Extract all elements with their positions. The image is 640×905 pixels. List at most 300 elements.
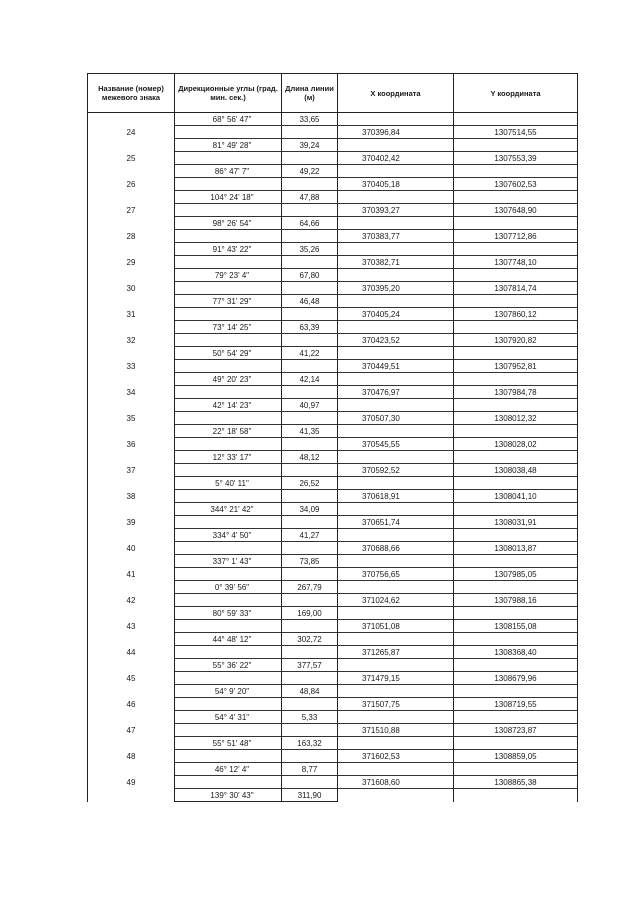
segment-row [88,347,578,360]
line-length-cell: 8,77 [282,763,338,776]
direction-angle-cell: 73° 14' 25" [175,321,282,334]
segment-row [88,555,578,568]
header-direction-angle: Дирекционные углы (град. мин. сек.) [175,74,282,113]
length-blank-cell [282,750,338,763]
point-name: 44 [88,646,175,659]
length-blank-cell [282,204,338,217]
point-name-cell [88,451,175,464]
length-blank-cell [282,412,338,425]
x-blank-cell [338,217,454,230]
x-coordinate-cell: 370592,52 [338,464,454,477]
point-row [88,542,578,555]
segment-row [88,217,578,230]
y-coordinate-cell: 1308865,38 [454,776,578,789]
x-coordinate-cell: 370396,84 [338,126,454,139]
x-coordinate-cell: 371608,60 [338,776,454,789]
line-length-cell: 42,14 [282,373,338,386]
segment-row [88,477,578,490]
length-blank-cell [282,620,338,633]
header-line-length: Длина линии (м) [282,74,338,113]
x-coordinate-cell: 370395,20 [338,282,454,295]
line-length-cell: 377,57 [282,659,338,672]
point-row [88,724,578,737]
point-row [88,516,578,529]
y-blank-cell [454,217,578,230]
y-blank-cell [454,477,578,490]
y-coordinate-cell: 1308012,32 [454,412,578,425]
length-blank-cell [282,178,338,191]
y-blank-cell [454,321,578,334]
direction-angle-cell: 5° 40' 11" [175,477,282,490]
direction-angle-cell: 98° 26' 54" [175,217,282,230]
point-name-cell [88,503,175,516]
angle-blank-cell [175,412,282,425]
segment-row [88,711,578,724]
point-name: 25 [88,152,175,165]
point-name-cell [88,529,175,542]
x-coordinate-cell: 370402,42 [338,152,454,165]
line-length-cell: 40,97 [282,399,338,412]
segment-row [88,269,578,282]
x-coordinate-cell: 370423,52 [338,334,454,347]
x-blank-cell [338,451,454,464]
line-length-cell: 302,72 [282,633,338,646]
x-blank-cell [338,321,454,334]
direction-angle-cell: 91° 43' 22" [175,243,282,256]
y-coordinate-cell: 1308368,40 [454,646,578,659]
y-coordinate-cell: 1308028,02 [454,438,578,451]
point-row [88,152,578,165]
segment-row [88,659,578,672]
y-blank-cell [454,295,578,308]
length-blank-cell [282,230,338,243]
direction-angle-cell: 22° 18' 58" [175,425,282,438]
length-blank-cell [282,672,338,685]
point-name: 27 [88,204,175,217]
line-length-cell: 41,27 [282,529,338,542]
line-length-cell: 26,52 [282,477,338,490]
point-name-cell [88,269,175,282]
x-coordinate-cell: 371507,75 [338,698,454,711]
point-row [88,360,578,373]
y-blank-cell [454,685,578,698]
point-name-cell [88,191,175,204]
segment-row [88,191,578,204]
point-row [88,412,578,425]
angle-blank-cell [175,152,282,165]
point-name-cell [88,243,175,256]
y-coordinate-cell: 1308155,08 [454,620,578,633]
direction-angle-cell: 81° 49' 28" [175,139,282,152]
x-coordinate-cell: 371602,53 [338,750,454,763]
length-blank-cell [282,438,338,451]
length-blank-cell [282,646,338,659]
x-coordinate-cell: 370618,91 [338,490,454,503]
y-coordinate-cell: 1308719,55 [454,698,578,711]
y-blank-cell [454,555,578,568]
y-coordinate-cell: 1307514,55 [454,126,578,139]
y-blank-cell [454,165,578,178]
x-blank-cell [338,295,454,308]
boundary-coordinates-table [87,73,578,802]
y-blank-cell [454,243,578,256]
x-blank-cell [338,243,454,256]
segment-row [88,165,578,178]
point-row [88,568,578,581]
x-blank-cell [338,373,454,386]
length-blank-cell [282,256,338,269]
y-blank-cell [454,737,578,750]
x-coordinate-cell: 370688,66 [338,542,454,555]
point-name-cell [88,581,175,594]
x-blank-cell [338,685,454,698]
point-name: 46 [88,698,175,711]
direction-angle-cell: 80° 59' 33" [175,607,282,620]
x-blank-cell [338,191,454,204]
point-name-cell [88,763,175,776]
point-name-cell [88,347,175,360]
point-name: 29 [88,256,175,269]
y-blank-cell [454,269,578,282]
angle-blank-cell [175,438,282,451]
angle-blank-cell [175,360,282,373]
line-length-cell: 46,48 [282,295,338,308]
x-blank-cell [338,633,454,646]
direction-angle-cell: 55° 51' 48" [175,737,282,750]
x-coordinate-cell: 371510,88 [338,724,454,737]
x-coordinate-cell: 370393,27 [338,204,454,217]
angle-blank-cell [175,646,282,659]
direction-angle-cell: 68° 56' 47" [175,113,282,126]
point-name-cell [88,607,175,620]
point-row [88,750,578,763]
point-row [88,594,578,607]
x-blank-cell [338,711,454,724]
y-blank-cell [454,633,578,646]
point-name: 37 [88,464,175,477]
header-x-coordinate: X координата [338,74,454,113]
point-name-cell [88,295,175,308]
point-name-cell [88,477,175,490]
direction-angle-cell: 50° 54' 29" [175,347,282,360]
point-name: 39 [88,516,175,529]
segment-row [88,607,578,620]
segment-row [88,295,578,308]
x-coordinate-cell: 370383,77 [338,230,454,243]
angle-blank-cell [175,776,282,789]
point-name: 42 [88,594,175,607]
angle-blank-cell [175,126,282,139]
header-y-coordinate: Y координата [454,74,578,113]
x-coordinate-cell: 371479,15 [338,672,454,685]
point-name: 38 [88,490,175,503]
point-row [88,334,578,347]
y-blank-cell [454,659,578,672]
point-row [88,620,578,633]
point-row [88,776,578,789]
y-blank-cell [454,451,578,464]
point-name-cell [88,659,175,672]
angle-blank-cell [175,568,282,581]
x-blank-cell [338,607,454,620]
x-coordinate-cell: 371024,62 [338,594,454,607]
segment-row [88,633,578,646]
length-blank-cell [282,152,338,165]
point-name-cell [88,373,175,386]
y-blank-cell [454,347,578,360]
y-coordinate-cell: 1308679,96 [454,672,578,685]
segment-row [88,243,578,256]
line-length-cell: 48,84 [282,685,338,698]
y-coordinate-cell: 1307814,74 [454,282,578,295]
length-blank-cell [282,308,338,321]
angle-blank-cell [175,490,282,503]
y-blank-cell [454,607,578,620]
line-length-cell: 35,26 [282,243,338,256]
angle-blank-cell [175,230,282,243]
y-blank-cell [454,191,578,204]
segment-row [88,139,578,152]
x-coordinate-cell: 370756,65 [338,568,454,581]
length-blank-cell [282,724,338,737]
length-blank-cell [282,126,338,139]
line-length-cell: 64,66 [282,217,338,230]
point-name-cell [88,113,175,126]
direction-angle-cell: 44° 48' 12" [175,633,282,646]
point-row [88,464,578,477]
x-blank-cell [338,269,454,282]
y-blank-cell [454,789,578,802]
point-name: 24 [88,126,175,139]
segment-row [88,113,578,126]
line-length-cell: 34,09 [282,503,338,516]
y-blank-cell [454,763,578,776]
y-blank-cell [454,711,578,724]
direction-angle-cell: 344° 21' 42" [175,503,282,516]
point-name: 40 [88,542,175,555]
line-length-cell: 41,35 [282,425,338,438]
header-point-name: Название (номер) межевого знака [88,74,175,113]
x-blank-cell [338,503,454,516]
point-name-cell [88,321,175,334]
segment-row [88,763,578,776]
point-name: 28 [88,230,175,243]
line-length-cell: 49,22 [282,165,338,178]
angle-blank-cell [175,672,282,685]
point-name-cell [88,555,175,568]
direction-angle-cell: 104° 24' 18" [175,191,282,204]
segment-row [88,503,578,516]
angle-blank-cell [175,386,282,399]
y-coordinate-cell: 1308041,10 [454,490,578,503]
y-coordinate-cell: 1308723,87 [454,724,578,737]
angle-blank-cell [175,204,282,217]
point-name: 32 [88,334,175,347]
direction-angle-cell: 12° 33' 17" [175,451,282,464]
segment-row [88,451,578,464]
angle-blank-cell [175,334,282,347]
point-name: 47 [88,724,175,737]
point-name-cell [88,165,175,178]
angle-blank-cell [175,594,282,607]
point-row [88,490,578,503]
angle-blank-cell [175,698,282,711]
x-blank-cell [338,139,454,152]
point-name-cell [88,217,175,230]
direction-angle-cell: 49° 20' 23" [175,373,282,386]
point-name-cell [88,139,175,152]
x-blank-cell [338,113,454,126]
segment-row [88,425,578,438]
direction-angle-cell: 337° 1' 43" [175,555,282,568]
point-row [88,698,578,711]
point-row [88,282,578,295]
table-header-row [88,74,578,113]
angle-blank-cell [175,620,282,633]
x-coordinate-cell: 370651,74 [338,516,454,529]
point-name: 49 [88,776,175,789]
length-blank-cell [282,776,338,789]
angle-blank-cell [175,178,282,191]
length-blank-cell [282,360,338,373]
x-blank-cell [338,555,454,568]
point-name-cell [88,711,175,724]
direction-angle-cell: 79° 23' 4" [175,269,282,282]
length-blank-cell [282,282,338,295]
point-row [88,386,578,399]
x-blank-cell [338,399,454,412]
segment-row [88,685,578,698]
point-row [88,256,578,269]
line-length-cell: 41,22 [282,347,338,360]
y-coordinate-cell: 1308859,05 [454,750,578,763]
angle-blank-cell [175,464,282,477]
length-blank-cell [282,698,338,711]
x-coordinate-cell: 370545,55 [338,438,454,451]
line-length-cell: 73,85 [282,555,338,568]
y-coordinate-cell: 1307984,78 [454,386,578,399]
y-coordinate-cell: 1307602,53 [454,178,578,191]
length-blank-cell [282,334,338,347]
x-coordinate-cell: 370449,51 [338,360,454,373]
y-blank-cell [454,529,578,542]
point-name-cell [88,737,175,750]
y-coordinate-cell: 1307985,05 [454,568,578,581]
x-coordinate-cell: 371051,08 [338,620,454,633]
point-name-cell [88,633,175,646]
angle-blank-cell [175,256,282,269]
direction-angle-cell: 42° 14' 23" [175,399,282,412]
direction-angle-cell: 0° 39' 56" [175,581,282,594]
length-blank-cell [282,542,338,555]
segment-row [88,529,578,542]
y-coordinate-cell: 1307988,16 [454,594,578,607]
segment-row [88,321,578,334]
line-length-cell: 67,80 [282,269,338,282]
y-coordinate-cell: 1307952,81 [454,360,578,373]
length-blank-cell [282,386,338,399]
point-row [88,204,578,217]
direction-angle-cell: 77° 31' 29" [175,295,282,308]
segment-row [88,373,578,386]
x-blank-cell [338,581,454,594]
length-blank-cell [282,568,338,581]
direction-angle-cell: 334° 4' 50" [175,529,282,542]
point-row [88,230,578,243]
y-coordinate-cell: 1307860,12 [454,308,578,321]
length-blank-cell [282,594,338,607]
segment-row [88,399,578,412]
y-coordinate-cell: 1307648,90 [454,204,578,217]
x-coordinate-cell: 370405,18 [338,178,454,191]
direction-angle-cell: 46° 12' 4" [175,763,282,776]
line-length-cell: 39,24 [282,139,338,152]
length-blank-cell [282,516,338,529]
y-coordinate-cell: 1307553,39 [454,152,578,165]
length-blank-cell [282,464,338,477]
x-coordinate-cell: 370382,71 [338,256,454,269]
point-name-cell [88,425,175,438]
x-blank-cell [338,477,454,490]
direction-angle-cell: 86° 47' 7" [175,165,282,178]
y-coordinate-cell: 1307748,10 [454,256,578,269]
point-name: 30 [88,282,175,295]
angle-blank-cell [175,308,282,321]
point-name-cell [88,685,175,698]
point-name-cell [88,789,175,802]
y-blank-cell [454,373,578,386]
segment-row [88,789,578,802]
direction-angle-cell: 55° 36' 22" [175,659,282,672]
x-blank-cell [338,763,454,776]
x-blank-cell [338,737,454,750]
y-blank-cell [454,399,578,412]
x-blank-cell [338,659,454,672]
angle-blank-cell [175,750,282,763]
line-length-cell: 311,90 [282,789,338,802]
segment-row [88,581,578,594]
point-row [88,438,578,451]
line-length-cell: 33,65 [282,113,338,126]
point-row [88,126,578,139]
x-blank-cell [338,789,454,802]
direction-angle-cell: 54° 9' 20" [175,685,282,698]
point-name: 31 [88,308,175,321]
direction-angle-cell: 54° 4' 31" [175,711,282,724]
x-coordinate-cell: 370405,24 [338,308,454,321]
point-name: 33 [88,360,175,373]
y-coordinate-cell: 1307920,82 [454,334,578,347]
y-coordinate-cell: 1308013,87 [454,542,578,555]
y-coordinate-cell: 1308031,91 [454,516,578,529]
angle-blank-cell [175,516,282,529]
point-name-cell [88,399,175,412]
line-length-cell: 5,33 [282,711,338,724]
point-name: 34 [88,386,175,399]
line-length-cell: 48,12 [282,451,338,464]
angle-blank-cell [175,282,282,295]
x-coordinate-cell: 370507,30 [338,412,454,425]
point-row [88,308,578,321]
x-blank-cell [338,165,454,178]
angle-blank-cell [175,724,282,737]
length-blank-cell [282,490,338,503]
y-coordinate-cell: 1308038,48 [454,464,578,477]
x-coordinate-cell: 371265,87 [338,646,454,659]
line-length-cell: 163,32 [282,737,338,750]
point-name: 45 [88,672,175,685]
line-length-cell: 47,88 [282,191,338,204]
